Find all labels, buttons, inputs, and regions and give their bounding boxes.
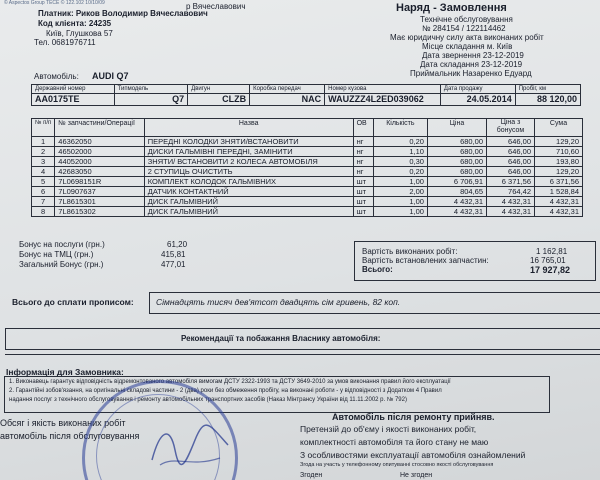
item-part: 7L8615302: [55, 207, 144, 217]
item-sum: 710,60: [535, 147, 583, 157]
item-name: 2 СТУПИЦЬ ОЧИСТИТЬ: [144, 167, 353, 177]
bottom-left-line-1: Обсяг і якість виконаних робіт: [0, 418, 126, 428]
info-line-1: 1. Виконавець гарантує відповідність відремонтованого автомобіля вимогам ДСТУ 2322-1993 та ДСТУ 3649-2010 за умов виконання правил його експлуатації: [9, 379, 451, 385]
item-part: 42683050: [55, 167, 144, 177]
items-header-part: № запчастини/Операції: [55, 119, 144, 137]
item-unit: нг: [353, 167, 373, 177]
parts-total-label: Вартість встановлених запчастин:: [362, 256, 489, 265]
bonus-total-value: 477,01: [161, 260, 186, 269]
items-body: [32, 137, 583, 217]
car-header-mileage: Пробіг, км: [515, 85, 580, 94]
car-header-plate: Державний номер: [32, 85, 115, 94]
item-qty: 1,10: [373, 147, 427, 157]
bonus-services-value: 61,20: [167, 240, 188, 249]
item-no: 7: [32, 197, 55, 207]
item-bonus-price: 4 432,31: [487, 197, 535, 207]
client-phone: Тел. 0681976711: [34, 38, 96, 47]
item-sum: 1 528,84: [535, 187, 583, 197]
items-table: [31, 118, 583, 217]
item-sum: 4 432,31: [535, 207, 583, 217]
grand-total-value: 17 927,82: [530, 265, 571, 275]
items-header-name: Назва: [144, 119, 353, 137]
item-part: 46362050: [55, 137, 144, 147]
items-header-bonus-price: Ціна з бонусом: [487, 119, 535, 137]
car-gearbox: NAC: [250, 94, 325, 106]
item-sum: 6 371,56: [535, 177, 583, 187]
car-header-sale-date: Дата продажу: [440, 85, 515, 94]
car-plate: AA0175TE: [32, 94, 115, 106]
car-engine: CLZB: [188, 94, 250, 106]
disagree-option: Не згоден: [400, 472, 433, 479]
item-name: ДИСК ГАЛЬМІВНИЙ: [144, 197, 353, 207]
after-title: Автомобіль після ремонту прийняв.: [332, 412, 495, 422]
car-table: [31, 84, 581, 106]
item-part: 44052000: [55, 157, 144, 167]
item-price: 680,00: [427, 137, 486, 147]
item-qty: 1,00: [373, 177, 427, 187]
payer-line: Платник: Риков Володимир Вячеславович: [38, 9, 208, 18]
item-no: 3: [32, 157, 55, 167]
info-line-2: 2. Гарантійні зобов'язання, на оригінальні складові частини - 2 (два) роки без обмеження пробігу, на виконані роботи - у відповідності з Додатком 4 Правил: [9, 388, 442, 394]
top-stamp-text: © Aspectos Group ТЕСЕ © 122.102 10/10/09: [4, 0, 105, 6]
item-qty: 0,30: [373, 157, 427, 167]
bonus-services-label: Бонус на послуги (грн.): [19, 240, 105, 249]
bonus-total-label: Загальний Бонус (грн.): [19, 260, 104, 269]
parts-total-value: 16 765,01: [530, 256, 566, 265]
item-qty: 0,20: [373, 167, 427, 177]
item-unit: нг: [353, 137, 373, 147]
bottom-left-line-2: автомобіль після обслуговування: [0, 431, 140, 441]
client-code: Код клієнта: 24235: [38, 19, 112, 28]
item-unit: шт: [353, 207, 373, 217]
grand-total-label: Всього:: [362, 265, 393, 274]
document-number: № 284154 / 122114462: [422, 24, 506, 33]
receiver: Приймальник Назаренко Едуард: [410, 69, 532, 78]
payment-value: Сімнадцять тисяч дев'ятсот двадцять сім гривень, 82 коп.: [156, 297, 401, 307]
items-header-price: Ціна: [427, 119, 486, 137]
bonus-tmc-label: Бонус на ТМЦ (грн.): [19, 250, 94, 259]
table-row: [32, 177, 583, 187]
items-header-sum: Сума: [535, 119, 583, 137]
item-name: ДИСК ГАЛЬМІВНИЙ: [144, 207, 353, 217]
car-header-gearbox: Коробка передач: [250, 85, 325, 94]
table-row: [32, 197, 583, 207]
item-no: 2: [32, 147, 55, 157]
items-header-unit: ОВ: [353, 119, 373, 137]
item-bonus-price: 646,00: [487, 167, 535, 177]
item-bonus-price: 764,42: [487, 187, 535, 197]
after-line-3: З особливостями експлуатації автомобіля ознайомлений: [300, 450, 526, 460]
item-name: ПЕРЕДНІ КОЛОДКИ ЗНЯТИ/ВСТАНОВИТИ: [144, 137, 353, 147]
works-total-label: Вартість виконаних робіт:: [362, 247, 458, 256]
item-price: 4 432,31: [427, 197, 486, 207]
item-name: ДАТЧИК КОНТАКТНИЙ: [144, 187, 353, 197]
item-price: 680,00: [427, 167, 486, 177]
item-unit: шт: [353, 187, 373, 197]
item-bonus-price: 646,00: [487, 157, 535, 167]
car-header-vin: Номер кузова: [325, 85, 441, 94]
car-header-engine: Двигун: [188, 85, 250, 94]
item-no: 4: [32, 167, 55, 177]
item-price: 680,00: [427, 147, 486, 157]
recommendations-label: Рекомендації та побажання Власнику автомобіля:: [181, 334, 381, 343]
after-line-1: Претензій до об'єму і якості виконаних робіт,: [300, 424, 477, 434]
car-header-model: Типмодель: [114, 85, 188, 94]
after-line-2: комплектності автомобіля та його стану не маю: [300, 437, 489, 447]
item-name: ЗНЯТИ/ ВСТАНОВИТИ 2 КОЛЕСА АВТОМОБІЛЯ: [144, 157, 353, 167]
item-qty: 2,00: [373, 187, 427, 197]
info-line-3: надання послуг з технічного обслуговування і ремонту автомобільних транспортних засобів (Наказ Мінтрансу України від 11.11.2002 р. № 792): [9, 397, 407, 403]
client-name-partial: р Вячеславович: [186, 2, 246, 11]
divider: [5, 354, 600, 355]
car-model: AUDI Q7: [92, 71, 129, 81]
works-total-value: 1 162,81: [536, 247, 568, 256]
place: Місце складання м. Київ: [422, 42, 513, 51]
item-bonus-price: 646,00: [487, 147, 535, 157]
item-unit: нг: [353, 157, 373, 167]
item-unit: шт: [353, 177, 373, 187]
client-address: Київ, Глушкова 57: [46, 29, 113, 38]
document-subtitle: Технічне обслуговування: [420, 15, 513, 24]
agree-option: Згоден: [300, 472, 323, 479]
item-part: 7L0907637: [55, 187, 144, 197]
info-label: Інформація для Замовника:: [6, 367, 124, 377]
table-row: [32, 157, 583, 167]
item-bonus-price: 6 371,56: [487, 177, 535, 187]
car-sale-date: 24.05.2014: [440, 94, 515, 106]
table-row: [32, 187, 583, 197]
table-row: [32, 207, 583, 217]
item-no: 6: [32, 187, 55, 197]
item-sum: 129,20: [535, 137, 583, 147]
items-header-no: № п/п: [32, 119, 55, 137]
item-no: 5: [32, 177, 55, 187]
table-row: [32, 147, 583, 157]
document-title: Наряд - Замовлення: [396, 2, 507, 14]
item-sum: 129,20: [535, 167, 583, 177]
item-sum: 4 432,31: [535, 197, 583, 207]
item-no: 1: [32, 137, 55, 147]
legal-note: Має юридичну силу акта виконаних робіт: [390, 33, 544, 42]
item-qty: 1,00: [373, 207, 427, 217]
item-price: 804,65: [427, 187, 486, 197]
item-no: 8: [32, 207, 55, 217]
item-price: 680,00: [427, 157, 486, 167]
signature: [150, 420, 230, 470]
date-request: Дата звернення 23-12-2019: [422, 51, 524, 60]
car-model-code: Q7: [114, 94, 188, 106]
item-unit: нг: [353, 147, 373, 157]
item-qty: 0,20: [373, 137, 427, 147]
item-name: ДИСКИ ГАЛЬМІВНІ ПЕРЕДНІ, ЗАМІНИТИ: [144, 147, 353, 157]
car-vin: WAUZZZ4L2ED039062: [325, 94, 441, 106]
item-sum: 193,80: [535, 157, 583, 167]
bonus-tmc-value: 415,81: [161, 250, 186, 259]
payment-label: Всього до сплати прописом:: [12, 297, 134, 307]
car-mileage: 88 120,00: [515, 94, 580, 106]
table-row: [32, 137, 583, 147]
item-part: 46502000: [55, 147, 144, 157]
items-header-qty: Кількість: [373, 119, 427, 137]
item-bonus-price: 646,00: [487, 137, 535, 147]
item-unit: шт: [353, 197, 373, 207]
table-row: [32, 167, 583, 177]
car-label: Автомобіль:: [34, 72, 79, 81]
item-price: 6 706,91: [427, 177, 486, 187]
item-part: 7L0698151R: [55, 177, 144, 187]
after-small-note: Згода на участь у телефонному опитуванні стосовно якості обслуговування: [300, 462, 494, 468]
item-name: КОМПЛЕКТ КОЛОДОК ГАЛЬМІВНИХ: [144, 177, 353, 187]
date-compiled: Дата складання 23-12-2019: [420, 60, 523, 69]
item-price: 4 432,31: [427, 207, 486, 217]
item-part: 7L8615301: [55, 197, 144, 207]
item-qty: 1,00: [373, 197, 427, 207]
item-bonus-price: 4 432,31: [487, 207, 535, 217]
